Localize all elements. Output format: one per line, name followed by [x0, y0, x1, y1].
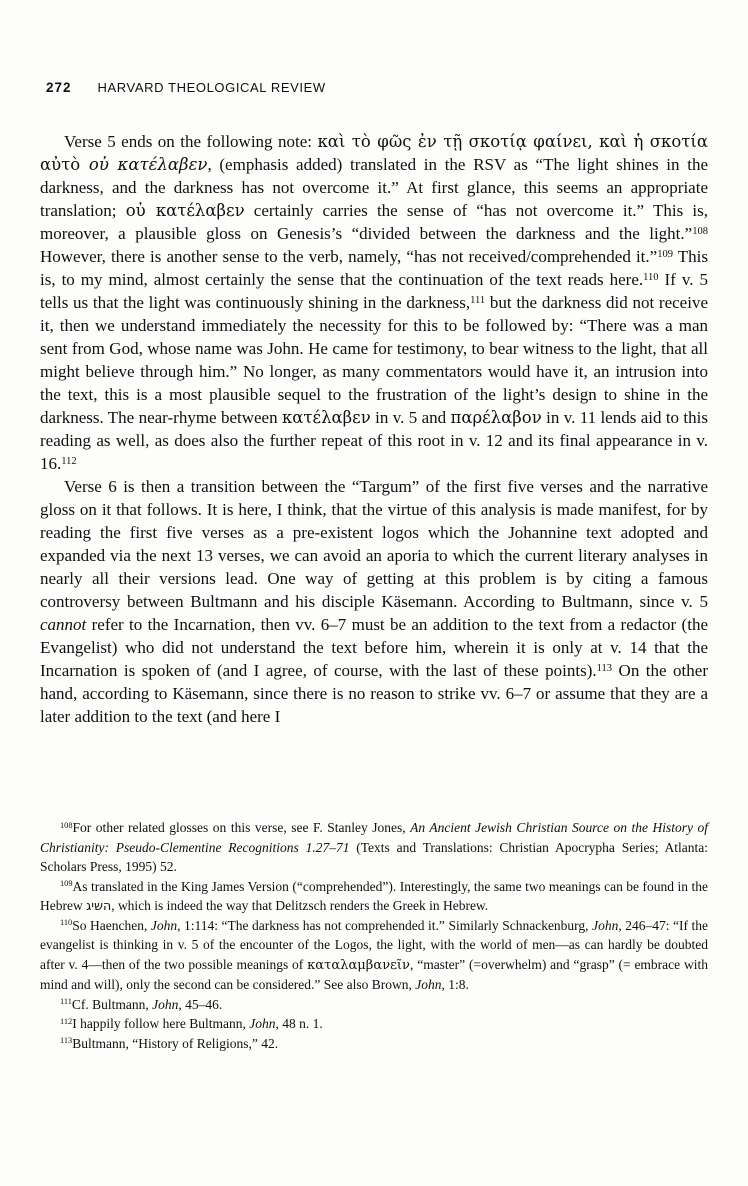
text-run: in v. 11 lends aid to this reading as well, as does also the further repeat of this root in v. 12 and its final appearance in v. 16.: [40, 408, 708, 473]
text-run: καταλαμβανεῖν: [307, 957, 410, 973]
text-run: οὐ κατέλαβεν: [88, 155, 208, 174]
paragraph: [40, 818, 708, 877]
footnote-ref: 113: [596, 662, 613, 674]
text-run: , 1:114: “The darkness has not comprehended it.” Similarly Schnackenburg,: [177, 917, 593, 933]
text-run: If v. 5 tells us that the light was continuously shining in the darkness,: [40, 270, 709, 312]
paragraph: [40, 916, 708, 995]
footnote-ref: 110: [643, 271, 659, 283]
text-run: John: [415, 977, 442, 992]
journal-title: HARVARD THEOLOGICAL REVIEW: [97, 80, 326, 95]
text-run: , (emphasis added) translated in the RSV as “The light shines in the darkness, and the darkness has not overcome it.” At first glance, this seems an appropriate translation;: [40, 155, 708, 220]
footnote-ref: 108: [692, 225, 708, 237]
text-run: John: [152, 996, 179, 1012]
text-run: John: [592, 917, 619, 933]
page-number: 272: [46, 80, 72, 95]
paragraph: [40, 877, 708, 916]
text-run: παρέλαβον: [450, 408, 542, 427]
paragraph: [40, 995, 708, 1015]
text-run: , “master” (=overwhelm) and “grasp” (= embrace with mind and will), only the second can be considered.” See also Brown,: [40, 956, 708, 992]
footnote-ref: 108: [60, 820, 73, 830]
text-run: κατέλαβεν: [281, 408, 371, 427]
text-run: , 246–47: “If the evangelist is thinking in v. 5 of the encounter of the Logos, the light, with the world of men—as can hardly be doubted after v. 4—then of the two possible meanings of: [40, 917, 708, 972]
paragraph: [40, 1034, 708, 1054]
text-run: John: [249, 1016, 276, 1031]
text-run: , 45–46.: [178, 996, 223, 1012]
text-run: καὶ τὸ φῶς ἐν τῇ σκοτίᾳ φαίνει, καὶ ἡ σκοτία αὐτὸ: [40, 132, 708, 174]
text-run: Bultmann, “History of Religions,” 42.: [72, 1035, 279, 1051]
footnote-ref: 109: [657, 248, 673, 260]
footnote-ref: 113: [60, 1036, 73, 1046]
article-body: [40, 130, 708, 728]
text-run: As translated in the King James Version (“comprehended”). Interestingly, the same two meanings can be found in the Hebrew: [40, 878, 708, 913]
text-run: השיג: [86, 898, 112, 913]
footnote-ref: 109: [60, 879, 73, 889]
footnote-ref: 111: [470, 294, 486, 306]
text-run: I happily follow here Bultmann,: [72, 1016, 250, 1031]
text-run: So Haenchen,: [72, 917, 151, 933]
footnote-ref: 112: [61, 455, 77, 467]
text-run: οὐ κατέλαβεν: [125, 201, 245, 220]
text-run: (Texts and Translations: Christian Apocrypha Series; Atlanta: Scholars Press, 1995) 52.: [40, 839, 708, 874]
text-run: For other related glosses on this verse, see F. Stanley Jones,: [72, 820, 411, 835]
text-run: but the darkness did not receive it, then we understand immediately the necessity for this to be followed by: “There was a man sent from God, whose name was John. He came for testimony, to bear witness to the light, that all might believe through him.” No longer, as many commentators would have it, an intrusion into the text, this is a most plausible sequel to the frustration of the light’s design to shine in the darkness. The near-rhyme between: [40, 293, 708, 427]
text-run: , 1:8.: [441, 977, 469, 992]
text-run: Cf. Bultmann,: [71, 996, 153, 1012]
text-run: On the other hand, according to Käsemann, since there is no reason to strike vv. 6–7 or assume that they are a later addition to the text (and here I: [40, 661, 708, 726]
footnote-ref: 111: [60, 997, 72, 1007]
footnote-ref: 110: [60, 918, 73, 928]
text-run: refer to the Incarnation, then vv. 6–7 must be an addition to the text from a redactor (the Evangelist) who did not understand the text before him, wherein it is only at v. 14 that the Incarnation is spoken of (and I agree, of course, with the last of these points).: [40, 615, 708, 680]
paragraph: [40, 475, 708, 728]
running-head: [46, 80, 710, 95]
text-run: However, there is another sense to the verb, namely, “has not received/comprehended it.”: [40, 247, 658, 266]
footnotes-section: [40, 818, 708, 1053]
footnote-ref: 112: [60, 1016, 73, 1026]
text-run: cannot: [40, 615, 87, 634]
text-run: in v. 5 and: [370, 408, 451, 427]
text-run: Verse 5 ends on the following note:: [64, 132, 318, 151]
text-run: John: [150, 917, 178, 933]
paragraph: [40, 1014, 708, 1034]
text-run: This is, to my mind, almost certainly the sense that the continuation of the text reads here.: [40, 247, 708, 289]
text-run: certainly carries the sense of “has not overcome it.” This is, moreover, a plausible gloss on Genesis’s “divided between the darkness and the light.”: [40, 201, 709, 243]
paragraph: [40, 130, 708, 475]
text-run: , which is indeed the way that Delitzsch renders the Greek in Hebrew.: [111, 898, 489, 913]
text-run: , 48 n. 1.: [275, 1016, 323, 1031]
text-run: Verse 6 is then a transition between the “Targum” of the first five verses and the narrative gloss on it that follows. It is here, I think, that the virtue of this analysis is made manifest, for by reading the first five verses as a pre-existent logos which the Johannine text adopted and expanded via the next 13 verses, we can avoid an aporia to which the current literary analyses in nearly all their versions lead. One way of getting at this problem is by citing a famous controversy between Bultmann and his disciple Käsemann. According to Bultmann, since v. 5: [40, 477, 708, 611]
text-run: An Ancient Jewish Christian Source on the History of Christianity: Pseudo-Clementine Recognitions 1.27–71: [40, 820, 708, 855]
